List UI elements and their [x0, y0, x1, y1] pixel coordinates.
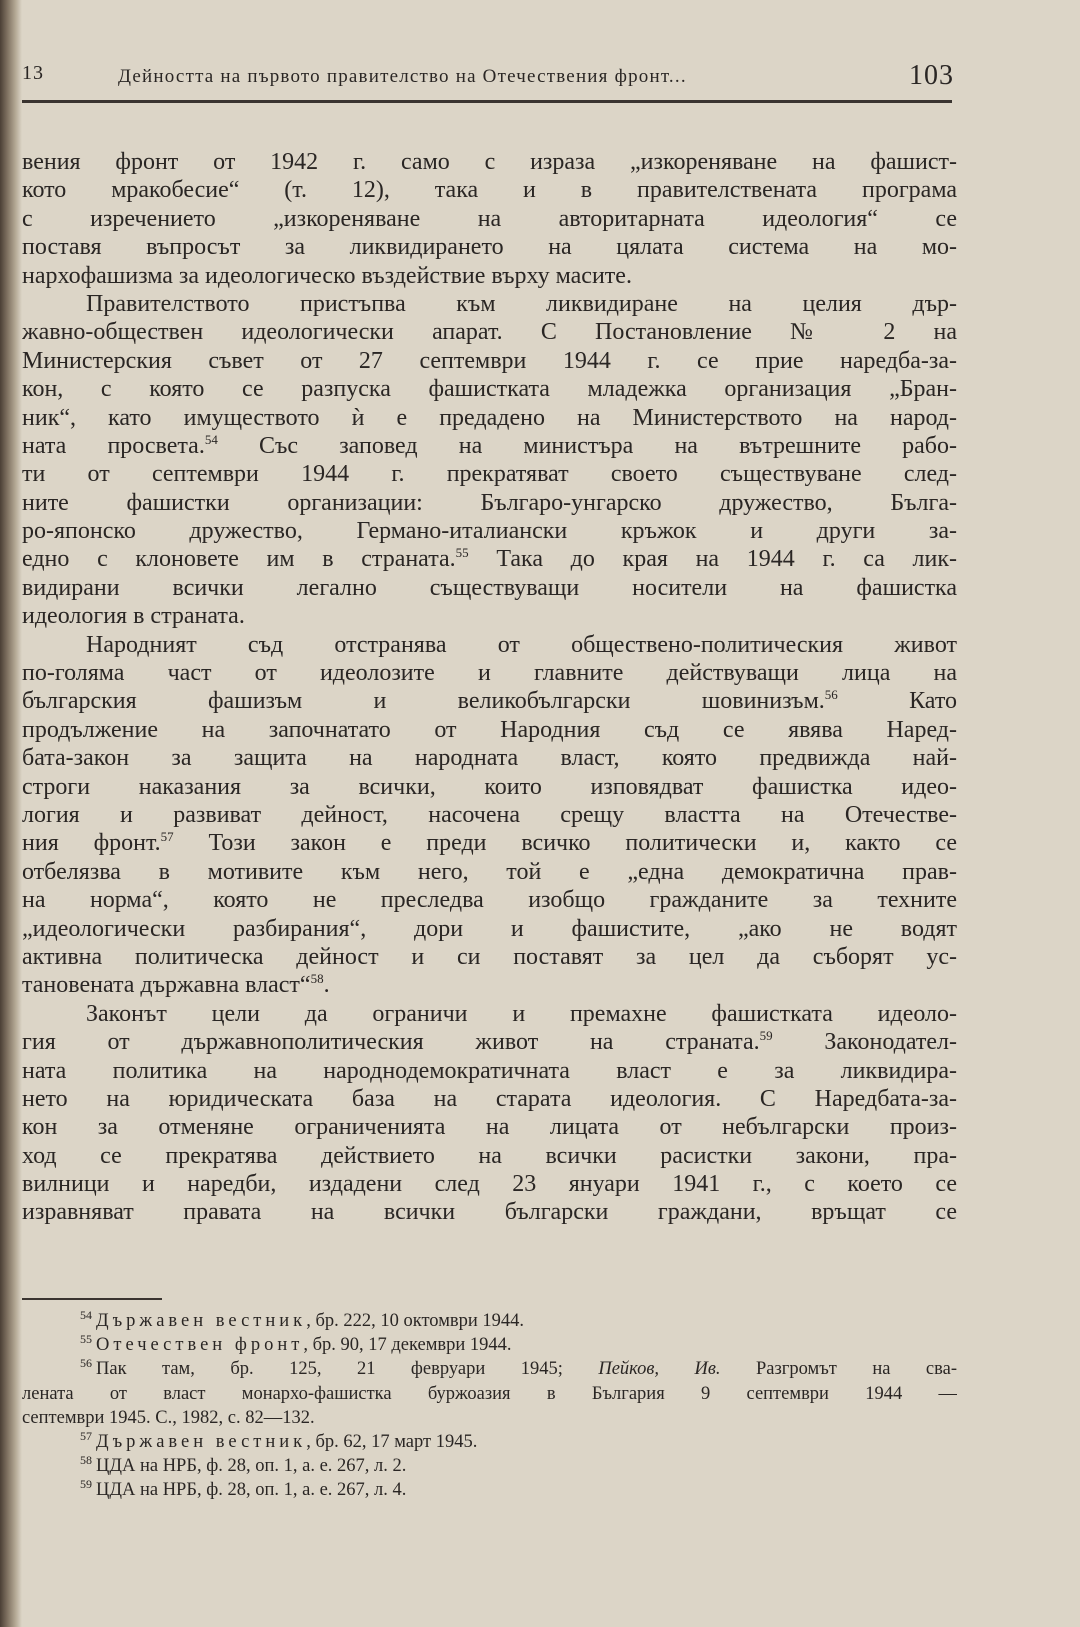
footnote-line — [22, 1406, 957, 1430]
text-line — [22, 205, 957, 233]
text-segment: с изречението „изкореняване на авторитарната идеология“ се — [22, 205, 957, 232]
text-line — [22, 1057, 957, 1085]
text-line — [22, 262, 957, 290]
text-segment: Министерския съвет от 27 септември 1944 г. се прие наредба-за- — [22, 347, 957, 374]
footnotes — [22, 1309, 957, 1503]
text-segment: строги наказания за всички, които изповядват фашистка идео- — [22, 773, 957, 800]
text-line — [22, 404, 957, 432]
text-line — [22, 1198, 957, 1226]
text-line — [22, 545, 957, 573]
text-segment: кон за отменяне ограниченията на лицата от небългарски произ- — [22, 1114, 957, 1141]
footnote-line — [22, 1309, 957, 1333]
text-segment: едно с клоновете им в страната. — [22, 546, 456, 573]
text-line — [22, 290, 957, 318]
text-segment: кото мракобесие“ (т. 12), така и в правителствената програма — [22, 177, 957, 204]
running-head — [22, 58, 952, 98]
footnote-text: ЦДА на НРБ, ф. 28, оп. 1, а. е. 267, л. 4. — [96, 1480, 407, 1501]
text-segment: Законодател- — [772, 1029, 957, 1056]
footnote-text: , бр. 90, 17 декември 1944. — [303, 1335, 512, 1356]
footnote-text: Отечествен фронт — [96, 1335, 304, 1356]
text-line — [22, 971, 957, 999]
text-segment: Народният съд отстранява от обществено-политическия живот — [86, 631, 957, 658]
text-line — [22, 602, 957, 630]
text-segment: на норма“, която не преследва изобщо гражданите за техните — [22, 887, 957, 914]
footnote-text: септември 1945. С., 1982, с. 82—132. — [22, 1407, 315, 1428]
text-segment: по-голяма част от идеолозите и главните действуващи лица на — [22, 660, 957, 687]
footnote-line — [22, 1478, 957, 1502]
footnote-line — [22, 1333, 957, 1357]
footnote-number: 58 — [80, 1454, 92, 1468]
text-segment: тановената държавна власт“ — [22, 972, 311, 999]
text-line — [22, 432, 957, 460]
footnote-text: , бр. 62, 17 март 1945. — [306, 1431, 478, 1452]
text-segment: логия и развиват дейност, насочена срещу властта на Отечестве- — [22, 801, 957, 828]
text-line — [22, 631, 957, 659]
footnote-number: 55 — [80, 1333, 92, 1347]
text-line — [22, 517, 957, 545]
text-line — [22, 915, 957, 943]
footnote-text: лената от власт монархо-фашистка буржоазия в България 9 септември 1944 — — [22, 1383, 957, 1404]
text-segment: нето на юридическата база на старата идеология. С Наредбата-за- — [22, 1085, 957, 1112]
footnote-line — [22, 1454, 957, 1478]
footnote-text: Пейков, Ив. — [598, 1359, 721, 1380]
text-line — [22, 716, 957, 744]
text-segment: ната политика на народнодемократичната власт е за ликвидира- — [22, 1057, 957, 1084]
text-line — [22, 460, 957, 488]
text-line — [22, 858, 957, 886]
text-segment: кон, с която се разпуска фашистката младежка организация „Бран- — [22, 376, 957, 403]
text-segment: българския фашизъм и великобългарски шовинизъм. — [22, 688, 825, 715]
footnote-reference: 54 — [204, 431, 218, 447]
text-line — [22, 1028, 957, 1056]
footnote-text: Пак там, бр. 125, 21 февруари 1945; — [96, 1359, 599, 1380]
text-line — [22, 744, 957, 772]
text-line — [22, 375, 957, 403]
text-segment: „идеологически разбирания“, дори и фашистите, „ако не водят — [22, 915, 957, 942]
footnote-text: ЦДА на НРБ, ф. 28, оп. 1, а. е. 267, л. 2. — [96, 1456, 407, 1477]
footnote-number: 54 — [80, 1309, 92, 1322]
text-line — [22, 801, 957, 829]
footnote-number: 57 — [80, 1429, 92, 1443]
footnote-line — [22, 1357, 957, 1381]
text-line — [22, 176, 957, 204]
text-segment: изравняват правата на всички български граждани, връщат се — [22, 1199, 957, 1226]
footnote-reference: 59 — [759, 1028, 773, 1044]
text-line — [22, 574, 957, 602]
text-segment: ник“, като имуществото ѝ е предадено на Министерството на народ- — [22, 404, 957, 431]
text-line — [22, 1142, 957, 1170]
text-segment: ните фашистки организации: Българо-унгарско дружество, Бълга- — [22, 489, 957, 516]
body-text — [22, 148, 957, 1227]
footnote-text: Държавен вестник — [96, 1311, 307, 1331]
text-line — [22, 773, 957, 801]
text-line — [22, 1113, 957, 1141]
footnote-reference: 58 — [310, 971, 324, 987]
header-rule — [22, 100, 952, 103]
text-segment: ход се прекратява действието на всички расистки закони, пра- — [22, 1142, 957, 1169]
text-segment: ната просвета. — [22, 432, 205, 459]
text-segment: гия от държавнополитическия живот на страната. — [22, 1029, 760, 1056]
text-segment: Правителството пристъпва към ликвидиране на целия дър- — [86, 290, 957, 317]
text-segment: видирани всички легално съществуващи носители на фашистка — [22, 574, 957, 601]
text-segment: ро-японско дружество, Германо-италиански кръжок и други за- — [22, 518, 957, 545]
text-line — [22, 148, 957, 176]
text-line — [22, 233, 957, 261]
page-number: 103 — [909, 60, 954, 91]
text-line — [22, 1170, 957, 1198]
text-line — [22, 318, 957, 346]
text-segment: ти от септември 1944 г. прекратяват своето съществуване след- — [22, 461, 957, 488]
text-segment: жавно-обществен идеологически апарат. С Постановление № 2 на — [22, 319, 957, 346]
footnote-reference: 57 — [160, 829, 174, 845]
text-segment: Законът цели да ограничи и премахне фашистката идеоло- — [86, 1000, 957, 1027]
text-segment: идеология в страната. — [22, 603, 245, 630]
footnote-reference: 56 — [824, 687, 838, 703]
text-segment: поставя въпросът за ликвидирането на цялата система на мо- — [22, 234, 957, 261]
text-line — [22, 943, 957, 971]
text-segment: продължение на започнатато от Народния съд се явява Наред- — [22, 716, 957, 743]
text-segment: отбелязва в мотивите към него, той е „една демократична прав- — [22, 858, 957, 885]
text-segment: активна политическа дейност и си поставят за цел да съборят ус- — [22, 943, 957, 970]
text-segment: Със заповед на министъра на вътрешните рабо- — [217, 432, 957, 459]
footnote-line — [22, 1382, 957, 1406]
text-line — [22, 347, 957, 375]
text-segment: нархофашизма за идеологическо въздействие върху масите. — [22, 262, 632, 289]
text-line — [22, 1085, 957, 1113]
text-segment: ния фронт. — [22, 830, 161, 857]
footnote-reference: 55 — [455, 545, 469, 561]
text-line — [22, 659, 957, 687]
footnote-rule — [22, 1298, 162, 1300]
text-line — [22, 687, 957, 715]
text-segment: Този закон е преди всичко политически и, както се — [173, 830, 957, 857]
facing-page-number: 13 — [22, 62, 44, 84]
footnote-text: Държавен вестник — [96, 1431, 307, 1452]
footnote-text: Разгромът на сва- — [720, 1359, 957, 1380]
footnote-line — [22, 1430, 957, 1454]
text-segment: Като — [837, 688, 957, 715]
text-segment: вилници и наредби, издадени след 23 януари 1941 г., с което се — [22, 1171, 957, 1198]
text-line — [22, 829, 957, 857]
footnote-text: , бр. 222, 10 октомври 1944. — [306, 1311, 525, 1331]
text-segment: вения фронт от 1942 г. само с израза „изкореняване на фашист- — [22, 149, 957, 175]
text-line — [22, 489, 957, 517]
footnote-number: 56 — [80, 1357, 92, 1371]
text-segment: . — [323, 972, 330, 999]
text-segment: бата-закон за защита на народната власт, която предвижда най- — [22, 745, 957, 772]
text-line — [22, 886, 957, 914]
running-title: Дейността на първото правителство на Отечествения фронт... — [118, 66, 687, 87]
footnote-number: 59 — [80, 1478, 92, 1492]
text-segment: Така до края на 1944 г. са лик- — [468, 546, 957, 573]
text-line — [22, 1000, 957, 1028]
